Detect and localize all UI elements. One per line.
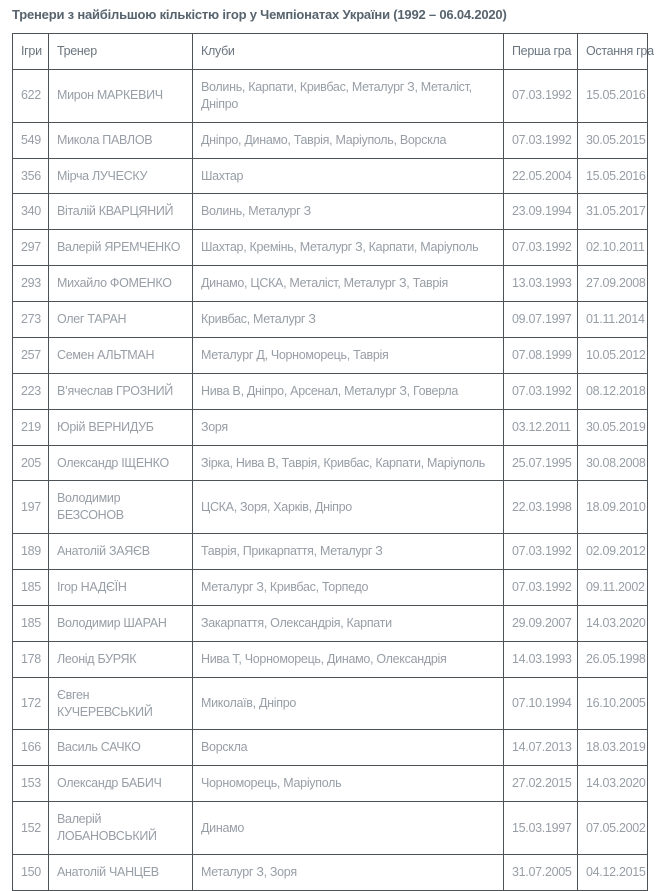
- cell-clubs: Зоря: [193, 409, 504, 445]
- cell-clubs: Шахтар, Кремінь, Металург З, Карпати, Маріуполь: [193, 230, 504, 266]
- cell-coach: Євген КУЧЕРЕВСЬКИЙ: [49, 677, 193, 730]
- page-title: Тренери з найбільшою кількістю ігор у Чемпіонатах України (1992 – 06.04.2020): [12, 7, 507, 22]
- table-row: [13, 122, 648, 158]
- cell-games: 356: [13, 158, 49, 194]
- cell-first-game: 07.03.1992: [504, 570, 578, 606]
- cell-clubs: Металург Д, Чорноморець, Таврія: [193, 337, 504, 373]
- cell-coach: Володимир ШАРАН: [49, 605, 193, 641]
- cell-first-game: 29.09.2007: [504, 605, 578, 641]
- cell-clubs: Кривбас, Металург З: [193, 302, 504, 338]
- table-row: [13, 854, 648, 890]
- cell-games: 189: [13, 534, 49, 570]
- table-row: [13, 409, 648, 445]
- cell-games: 178: [13, 641, 49, 677]
- cell-clubs: Зірка, Нива В, Таврія, Кривбас, Карпати, Маріуполь: [193, 445, 504, 481]
- cell-clubs: Металург З, Зоря: [193, 854, 504, 890]
- cell-first-game: 25.07.1995: [504, 445, 578, 481]
- cell-first-game: 07.03.1992: [504, 230, 578, 266]
- cell-coach: Семен АЛЬТМАН: [49, 337, 193, 373]
- cell-last-game: 31.05.2017: [578, 194, 648, 230]
- cell-coach: Валерій ЯРЕМЧЕНКО: [49, 230, 193, 266]
- cell-first-game: 03.12.2011: [504, 409, 578, 445]
- column-header-coach: Тренер: [49, 34, 193, 70]
- cell-clubs: Миколаїв, Дніпро: [193, 677, 504, 730]
- cell-last-game: 26.05.1998: [578, 641, 648, 677]
- table-row: [13, 230, 648, 266]
- cell-games: 152: [13, 802, 49, 855]
- column-header-games: Ігри: [13, 34, 49, 70]
- cell-first-game: 07.03.1992: [504, 69, 578, 122]
- cell-last-game: 04.12.2015: [578, 854, 648, 890]
- cell-first-game: 07.10.1994: [504, 677, 578, 730]
- cell-coach: В’ячеслав ГРОЗНИЙ: [49, 373, 193, 409]
- cell-coach: Василь САЧКО: [49, 730, 193, 766]
- cell-last-game: 30.05.2019: [578, 409, 648, 445]
- cell-first-game: 09.07.1997: [504, 302, 578, 338]
- cell-last-game: 08.12.2018: [578, 373, 648, 409]
- cell-games: 273: [13, 302, 49, 338]
- cell-coach: Михайло ФОМЕНКО: [49, 266, 193, 302]
- cell-coach: Леонід БУРЯК: [49, 641, 193, 677]
- cell-first-game: 14.03.1993: [504, 641, 578, 677]
- cell-last-game: 30.05.2015: [578, 122, 648, 158]
- cell-first-game: 27.02.2015: [504, 766, 578, 802]
- cell-games: 622: [13, 69, 49, 122]
- table-row: [13, 481, 648, 534]
- column-header-first-game: Перша гра: [504, 34, 578, 70]
- cell-clubs: Металург З, Кривбас, Торпедо: [193, 570, 504, 606]
- cell-last-game: 01.11.2014: [578, 302, 648, 338]
- table-row: [13, 766, 648, 802]
- table-row: [13, 69, 648, 122]
- table-row: [13, 266, 648, 302]
- cell-coach: Олександр ІЩЕНКО: [49, 445, 193, 481]
- cell-games: 549: [13, 122, 49, 158]
- cell-clubs: Волинь, Карпати, Кривбас, Металург З, Металіст, Дніпро: [193, 69, 504, 122]
- cell-games: 205: [13, 445, 49, 481]
- cell-games: 197: [13, 481, 49, 534]
- cell-coach: Юрій ВЕРНИДУБ: [49, 409, 193, 445]
- cell-coach: Анатолій ЗАЯЄВ: [49, 534, 193, 570]
- cell-last-game: 30.08.2008: [578, 445, 648, 481]
- cell-games: 185: [13, 605, 49, 641]
- cell-clubs: Волинь, Металург З: [193, 194, 504, 230]
- cell-games: 166: [13, 730, 49, 766]
- cell-games: 297: [13, 230, 49, 266]
- cell-coach: Мирон МАРКЕВИЧ: [49, 69, 193, 122]
- cell-last-game: 14.03.2020: [578, 766, 648, 802]
- cell-clubs: Нива В, Дніпро, Арсенал, Металург З, Говерла: [193, 373, 504, 409]
- cell-clubs: ЦСКА, Зоря, Харків, Дніпро: [193, 481, 504, 534]
- cell-clubs: Динамо, ЦСКА, Металіст, Металург З, Таврія: [193, 266, 504, 302]
- table-row: [13, 337, 648, 373]
- cell-first-game: 31.07.2005: [504, 854, 578, 890]
- cell-first-game: 13.03.1993: [504, 266, 578, 302]
- cell-clubs: Чорноморець, Маріуполь: [193, 766, 504, 802]
- cell-first-game: 22.03.1998: [504, 481, 578, 534]
- cell-first-game: 07.03.1992: [504, 122, 578, 158]
- cell-games: 340: [13, 194, 49, 230]
- cell-games: 172: [13, 677, 49, 730]
- table-row: [13, 677, 648, 730]
- cell-coach: Валерій ЛОБАНОВСЬКИЙ: [49, 802, 193, 855]
- cell-games: 223: [13, 373, 49, 409]
- table-row: [13, 570, 648, 606]
- cell-coach: Олег ТАРАН: [49, 302, 193, 338]
- cell-games: 293: [13, 266, 49, 302]
- cell-games: 257: [13, 337, 49, 373]
- table-row: [13, 730, 648, 766]
- cell-coach: Володимир БЕЗСОНОВ: [49, 481, 193, 534]
- cell-first-game: 23.09.1994: [504, 194, 578, 230]
- cell-clubs: Динамо: [193, 802, 504, 855]
- table-row: [13, 373, 648, 409]
- table-row: [13, 641, 648, 677]
- table-row: [13, 158, 648, 194]
- table-row: [13, 302, 648, 338]
- cell-coach: Микола ПАВЛОВ: [49, 122, 193, 158]
- column-header-clubs: Клуби: [193, 34, 504, 70]
- coaches-table-body: [13, 69, 648, 890]
- header-row: [13, 34, 648, 70]
- cell-last-game: 07.05.2002: [578, 802, 648, 855]
- cell-last-game: 14.03.2020: [578, 605, 648, 641]
- cell-first-game: 07.08.1999: [504, 337, 578, 373]
- cell-games: 185: [13, 570, 49, 606]
- cell-games: 219: [13, 409, 49, 445]
- cell-games: 153: [13, 766, 49, 802]
- cell-coach: Ігор НАДЄЇН: [49, 570, 193, 606]
- table-row: [13, 534, 648, 570]
- cell-first-game: 14.07.2013: [504, 730, 578, 766]
- table-row: [13, 194, 648, 230]
- cell-last-game: 27.09.2008: [578, 266, 648, 302]
- cell-last-game: 15.05.2016: [578, 158, 648, 194]
- cell-games: 150: [13, 854, 49, 890]
- cell-coach: Віталій КВАРЦЯНИЙ: [49, 194, 193, 230]
- cell-first-game: 07.03.1992: [504, 373, 578, 409]
- cell-clubs: Таврія, Прикарпаття, Металург З: [193, 534, 504, 570]
- cell-clubs: Нива Т, Чорноморець, Динамо, Олександрія: [193, 641, 504, 677]
- table-row: [13, 802, 648, 855]
- table-row: [13, 605, 648, 641]
- column-header-last-game: Остання гра: [578, 34, 648, 70]
- cell-coach: Мірча ЛУЧЕСКУ: [49, 158, 193, 194]
- cell-coach: Олександр БАБИЧ: [49, 766, 193, 802]
- cell-last-game: 09.11.2002: [578, 570, 648, 606]
- cell-coach: Анатолій ЧАНЦЕВ: [49, 854, 193, 890]
- cell-last-game: 18.09.2010: [578, 481, 648, 534]
- cell-clubs: Закарпаття, Олександрія, Карпати: [193, 605, 504, 641]
- cell-last-game: 16.10.2005: [578, 677, 648, 730]
- cell-first-game: 15.03.1997: [504, 802, 578, 855]
- cell-first-game: 07.03.1992: [504, 534, 578, 570]
- cell-last-game: 18.03.2019: [578, 730, 648, 766]
- cell-clubs: Шахтар: [193, 158, 504, 194]
- cell-last-game: 15.05.2016: [578, 69, 648, 122]
- cell-last-game: 02.09.2012: [578, 534, 648, 570]
- table-row: [13, 445, 648, 481]
- cell-last-game: 10.05.2012: [578, 337, 648, 373]
- cell-clubs: Дніпро, Динамо, Таврія, Маріуполь, Ворскла: [193, 122, 504, 158]
- cell-first-game: 22.05.2004: [504, 158, 578, 194]
- cell-last-game: 02.10.2011: [578, 230, 648, 266]
- coaches-table: [12, 33, 654, 891]
- table-header: [13, 34, 654, 70]
- cell-clubs: Ворскла: [193, 730, 504, 766]
